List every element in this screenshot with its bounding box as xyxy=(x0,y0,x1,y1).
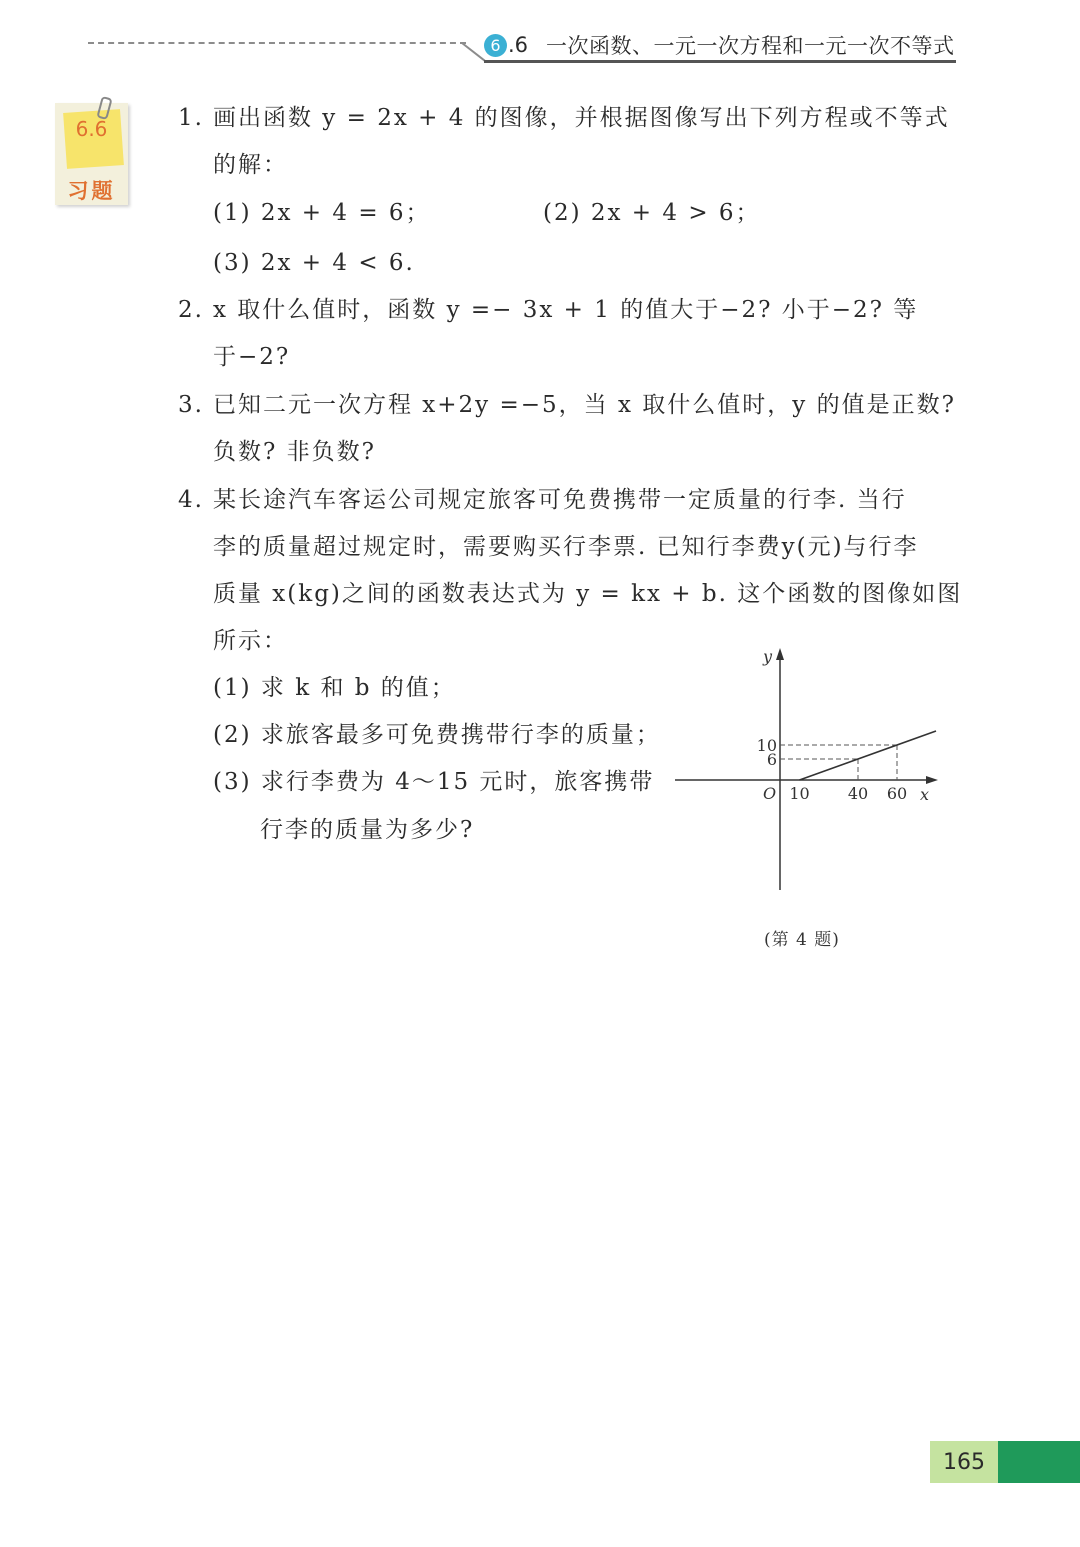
problem-2-line-2: 于−2? xyxy=(213,344,291,370)
y-axis-label: y xyxy=(763,647,773,666)
badge-label: 习题 xyxy=(67,179,116,203)
problem-2-line-1: x 取什么值时，函数 y =− 3x + 1 的值大于−2? 小于−2? 等 xyxy=(213,297,919,323)
problem-4-part-2: (2) 求旅客最多可免费携带行李的质量； xyxy=(213,722,661,748)
page-number-bar xyxy=(998,1441,1080,1483)
problem-4-line-4: 所示： xyxy=(213,628,288,654)
x-tick-label-1: 40 xyxy=(847,784,869,803)
problem-1-number: 1. xyxy=(178,105,204,131)
y-tick-label-1: 6 xyxy=(766,750,777,769)
problem-1-part-2: (2) 2x + 4 > 6； xyxy=(543,200,761,226)
graph-caption: (第 4 题) xyxy=(764,930,840,950)
problem-3-line-2: 负数? 非负数? xyxy=(213,439,376,465)
problem-1-part-3: (3) 2x + 4 < 6. xyxy=(213,250,415,276)
section-number-circle: 6 xyxy=(484,34,507,57)
series-line xyxy=(800,731,937,780)
badge-number: 6.6 xyxy=(75,117,108,141)
x-axis-label: x xyxy=(920,785,930,804)
problem-4-part-3-cont: 行李的质量为多少? xyxy=(260,817,475,843)
y-axis-arrow-icon xyxy=(776,648,784,660)
origin-label: O xyxy=(763,784,777,803)
problem-4-line-1: 某长途汽车客运公司规定旅客可免费携带一定质量的行李. 当行 xyxy=(213,487,907,513)
problem-1-part-1: (1) 2x + 4 = 6； xyxy=(213,200,431,226)
page-number: 165 xyxy=(930,1441,998,1483)
problem-2-number: 2. xyxy=(178,297,204,323)
x-axis-arrow-icon xyxy=(926,776,938,784)
problem-4-line-2: 李的质量超过规定时，需要购买行李票. 已知行李费y(元)与行李 xyxy=(213,534,919,560)
x-tick-label-0: 10 xyxy=(789,784,810,803)
problem-3-line-1: 已知二元一次方程 x+2y =−5，当 x 取什么值时，y 的值是正数? xyxy=(213,392,956,418)
exercise-badge xyxy=(55,103,128,205)
graph-svg xyxy=(670,640,960,900)
header-dashed-rule xyxy=(88,42,466,44)
header-rule xyxy=(484,60,956,63)
problem-3-number: 3. xyxy=(178,392,204,418)
x-tick-label-2: 60 xyxy=(886,784,908,803)
problem-4-number: 4. xyxy=(178,487,204,513)
problem-4-part-3: (3) 求行李费为 4～15 元时，旅客携带 xyxy=(213,769,655,795)
section-subnumber: .6 xyxy=(508,33,529,57)
section-header xyxy=(484,30,955,60)
problem-4-graph xyxy=(670,640,960,900)
problem-4-part-1: (1) 求 k 和 b 的值； xyxy=(213,675,456,701)
problem-4-line-3: 质量 x(kg)之间的函数表达式为 y = kx + b. 这个函数的图像如图 xyxy=(213,581,963,607)
y-tick-label-0: 10 xyxy=(756,736,777,755)
problem-1-line-2: 的解： xyxy=(213,152,288,178)
header-rule-slant xyxy=(461,42,486,62)
section-title: 一次函数、一元一次方程和一元一次不等式 xyxy=(546,34,955,58)
problem-1-line-1: 画出函数 y = 2x + 4 的图像，并根据图像写出下列方程或不等式 xyxy=(213,105,950,131)
